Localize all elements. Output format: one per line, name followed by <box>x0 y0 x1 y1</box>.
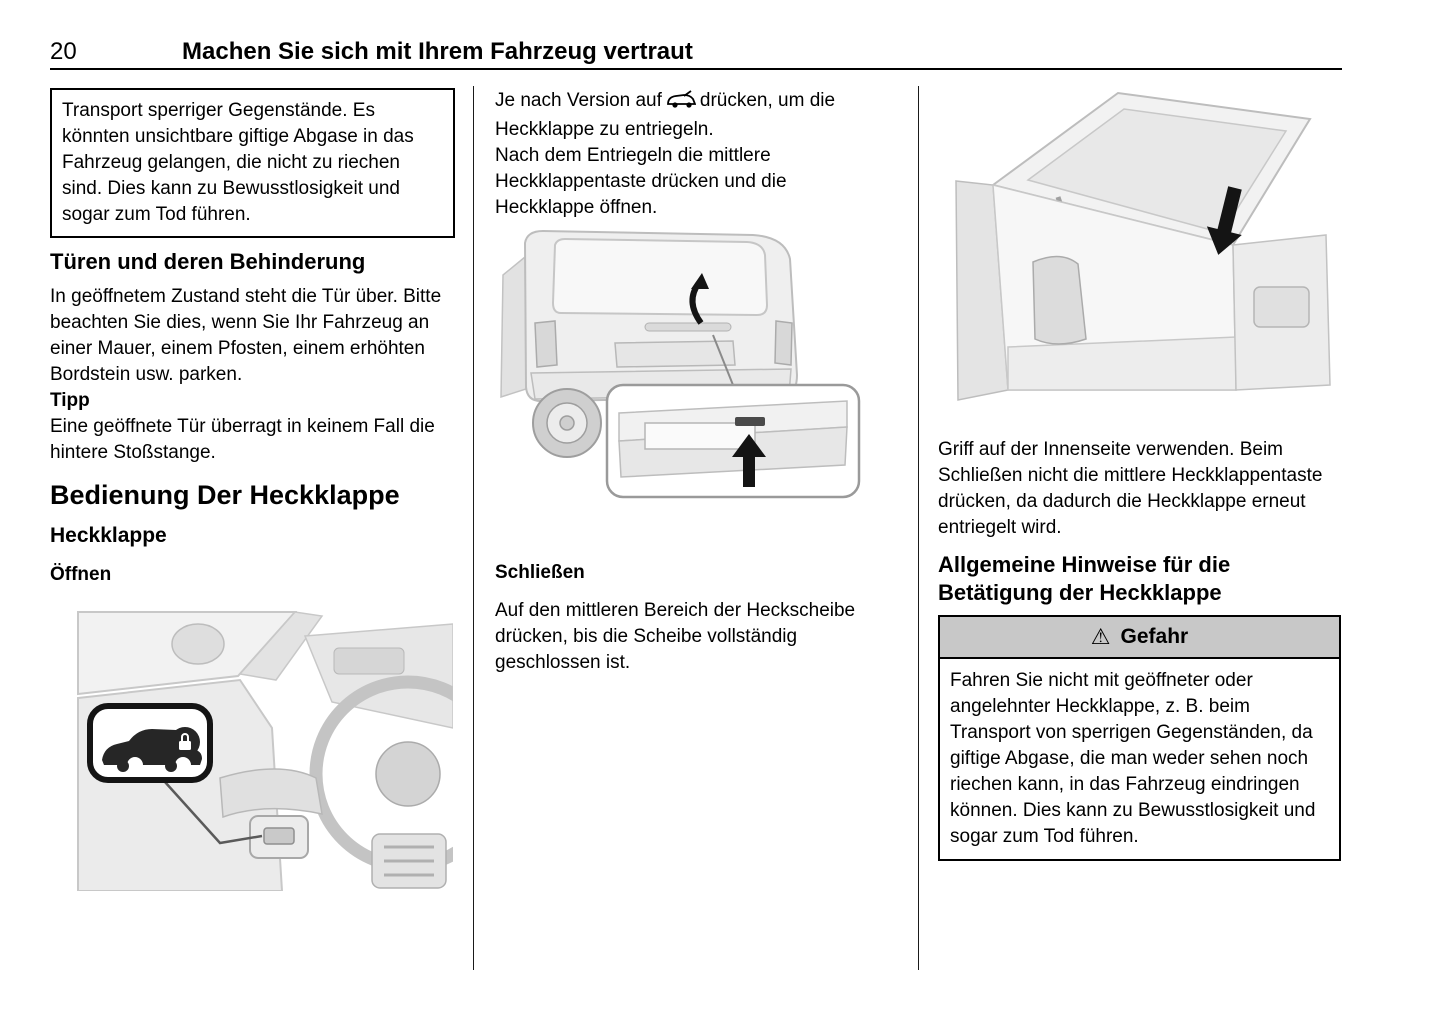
unlock-text-before: Je nach Version auf <box>495 90 662 111</box>
unlock-step2-paragraph: Nach dem Entriegeln die mittlere Heckklappentaste drücken und die Heckklappe öffnen. <box>495 145 787 218</box>
section-heading-tailgate: Bedienung Der Heckklappe <box>50 480 400 510</box>
open-tailgate-svg <box>938 85 1338 420</box>
general-notes-heading: Allgemeine Hinweise für die Betätigung der Heckklappe <box>938 552 1231 605</box>
doors-heading: Türen und deren Behinderung <box>50 249 366 274</box>
doors-paragraph: In geöffnetem Zustand steht die Tür über. Bitte beachten Sie dies, wenn Sie Ihr Fahrzeug an einer Mauer, einem Pfosten, einem erhöhten Bordstein usw. parken. <box>50 286 442 385</box>
column-divider-right <box>918 86 919 970</box>
tip-label: Tipp <box>50 390 90 411</box>
speaker-icon <box>172 624 224 664</box>
unlock-text-after: drücken, um die Heckklappe zu entriegeln. <box>495 90 836 140</box>
unlock-paragraph <box>495 88 887 143</box>
handle-detail-inset <box>607 385 859 497</box>
danger-box-header <box>938 615 1341 659</box>
tailgate-release-icon <box>666 90 696 117</box>
taillight-left-icon <box>535 321 557 367</box>
warning-note-text: Transport sperriger Gegenstände. Es könnten unsichtbare giftige Abgase in das Fahrzeug gelangen, die nicht zu riechen sind. Dies kann zu Bewusstlosigkeit und sogar zum Tod führen. <box>62 100 414 225</box>
door-interior-svg <box>70 606 453 891</box>
inner-handle-paragraph: Griff auf der Innenseite verwenden. Beim Schließen nicht die mittlere Heckklappentaste drücken, da dadurch die Heckklappe erneut entriegelt wird. <box>938 439 1323 538</box>
open-tailgate-illustration <box>938 85 1341 425</box>
van-rear-illustration <box>495 225 887 530</box>
page-title: Machen Sie sich mit Ihrem Fahrzeug vertraut <box>182 38 693 65</box>
danger-box <box>938 615 1341 861</box>
right-column <box>938 85 1341 861</box>
warning-triangle-icon: ⚠ <box>1090 624 1111 649</box>
open-heading: Öffnen <box>50 564 112 585</box>
close-heading: Schließen <box>495 562 585 583</box>
taillight-right-icon <box>775 321 792 365</box>
lock-icon <box>170 727 200 757</box>
danger-text: Fahren Sie nicht mit geöffneter oder angelehnter Heckklappe, z. B. beim Transport von sperrigen Gegenständen, da giftige Abgase, die man weder sehen noch riechen kann, in das Fahrzeug eindringen können. Dies kann zu Bewusstlosigkeit und sogar zum Tod führen. <box>950 670 1316 847</box>
page-number: 20 <box>50 38 77 65</box>
close-paragraph: Auf den mittleren Bereich der Heckscheibe drücken, bis die Scheibe vollständig geschlossen ist. <box>495 600 856 673</box>
column-divider-left <box>473 86 474 970</box>
danger-label: Gefahr <box>1120 625 1189 648</box>
seat-icon <box>1033 256 1086 344</box>
danger-box-body <box>938 659 1341 861</box>
warning-note-box <box>50 88 455 238</box>
left-column <box>50 88 455 896</box>
tip-text: Eine geöffnete Tür überragt in keinem Fall die hintere Stoßstange. <box>50 416 435 463</box>
subsection-heading-tailgate: Heckklappe <box>50 524 167 547</box>
remote-lock-callout <box>90 706 210 780</box>
van-rear-svg <box>495 225 885 525</box>
middle-column <box>495 88 887 676</box>
door-interior-illustration <box>70 606 455 896</box>
header-rule <box>50 68 1342 70</box>
tailgate-button-icon <box>735 417 765 426</box>
